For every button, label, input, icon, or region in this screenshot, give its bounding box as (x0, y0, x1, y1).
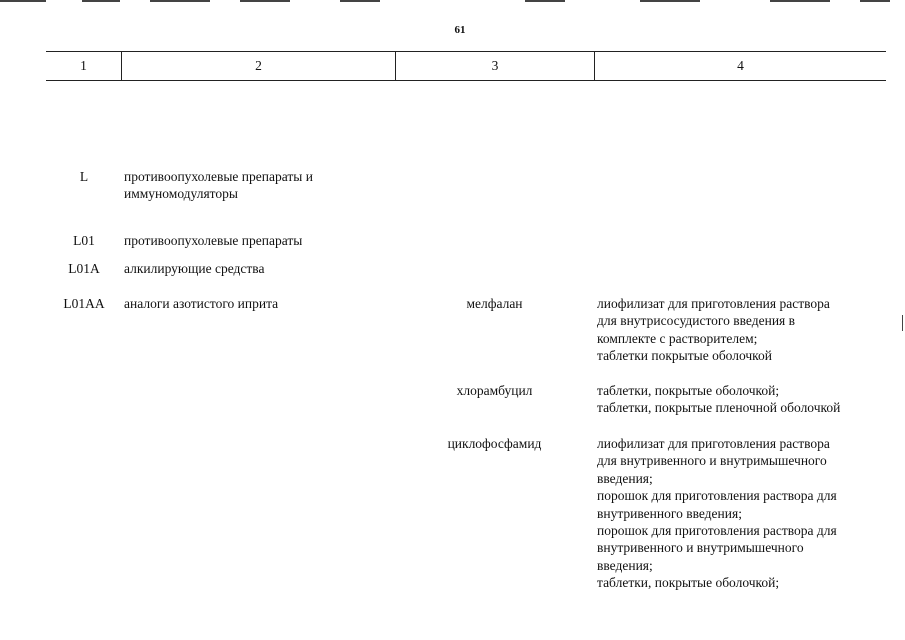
text-line: введения; (597, 470, 653, 486)
dosage-forms (597, 382, 897, 417)
drug-name: мелфалан (466, 296, 523, 311)
atc-group-name (124, 295, 394, 312)
scan-artifact (340, 0, 380, 2)
text-line: для внутривенного и внутримышечного (597, 453, 827, 469)
scan-artifact (902, 315, 903, 331)
text-line: внутривенного введения; (597, 505, 742, 521)
text-line: противоопухолевые препараты (124, 233, 303, 248)
atc-group-name (124, 168, 394, 202)
page-number: 61 (454, 24, 466, 36)
drug-name: циклофосфамид (447, 436, 542, 451)
header-col-4: 4 (737, 58, 744, 73)
text-line: для внутрисосудистого введения в (597, 313, 796, 329)
scan-artifact (82, 0, 120, 2)
text-line: таблетки, покрытые оболочкой; (597, 575, 780, 591)
scan-artifact (640, 0, 700, 2)
text-line: аналоги азотистого иприта (124, 296, 279, 311)
text-line: таблетки, покрытые пленочной оболочкой (597, 400, 841, 416)
header-col-3: 3 (491, 58, 499, 73)
atc-code: L (79, 169, 89, 184)
dosage-forms (597, 295, 897, 365)
atc-group-name (124, 260, 394, 277)
scan-artifact (0, 0, 46, 2)
text-line: порошок для приготовления раствора для (597, 488, 837, 504)
text-line: порошок для приготовления раствора для (597, 523, 837, 539)
text-line: таблетки, покрытые оболочкой; (597, 383, 780, 398)
drug-name: хлорамбуцил (456, 383, 533, 398)
atc-group-name (124, 232, 394, 249)
scan-artifact (150, 0, 210, 2)
table-header (46, 51, 886, 81)
scan-artifact (770, 0, 830, 2)
atc-code: L01A (68, 261, 100, 276)
text-line: таблетки покрытые оболочкой (597, 348, 773, 364)
scan-artifact (240, 0, 290, 2)
header-col-2: 2 (255, 58, 262, 73)
text-line: комплекте с растворителем; (597, 330, 758, 346)
dosage-forms (597, 435, 897, 592)
scan-artifact (860, 0, 890, 2)
header-col-1: 1 (80, 58, 87, 73)
text-line: лиофилизат для приготовления раствора (597, 436, 830, 451)
text-line: противоопухолевые препараты и (124, 169, 313, 184)
text-line: лиофилизат для приготовления раствора (597, 296, 830, 311)
text-line: алкилирующие средства (124, 261, 265, 276)
atc-code: L01AA (63, 296, 105, 311)
text-line: внутривенного и внутримышечного (597, 540, 804, 556)
scan-artifact (525, 0, 565, 2)
text-line: введения; (597, 557, 653, 573)
atc-code: L01 (73, 233, 95, 248)
text-line: иммуномодуляторы (124, 186, 238, 201)
